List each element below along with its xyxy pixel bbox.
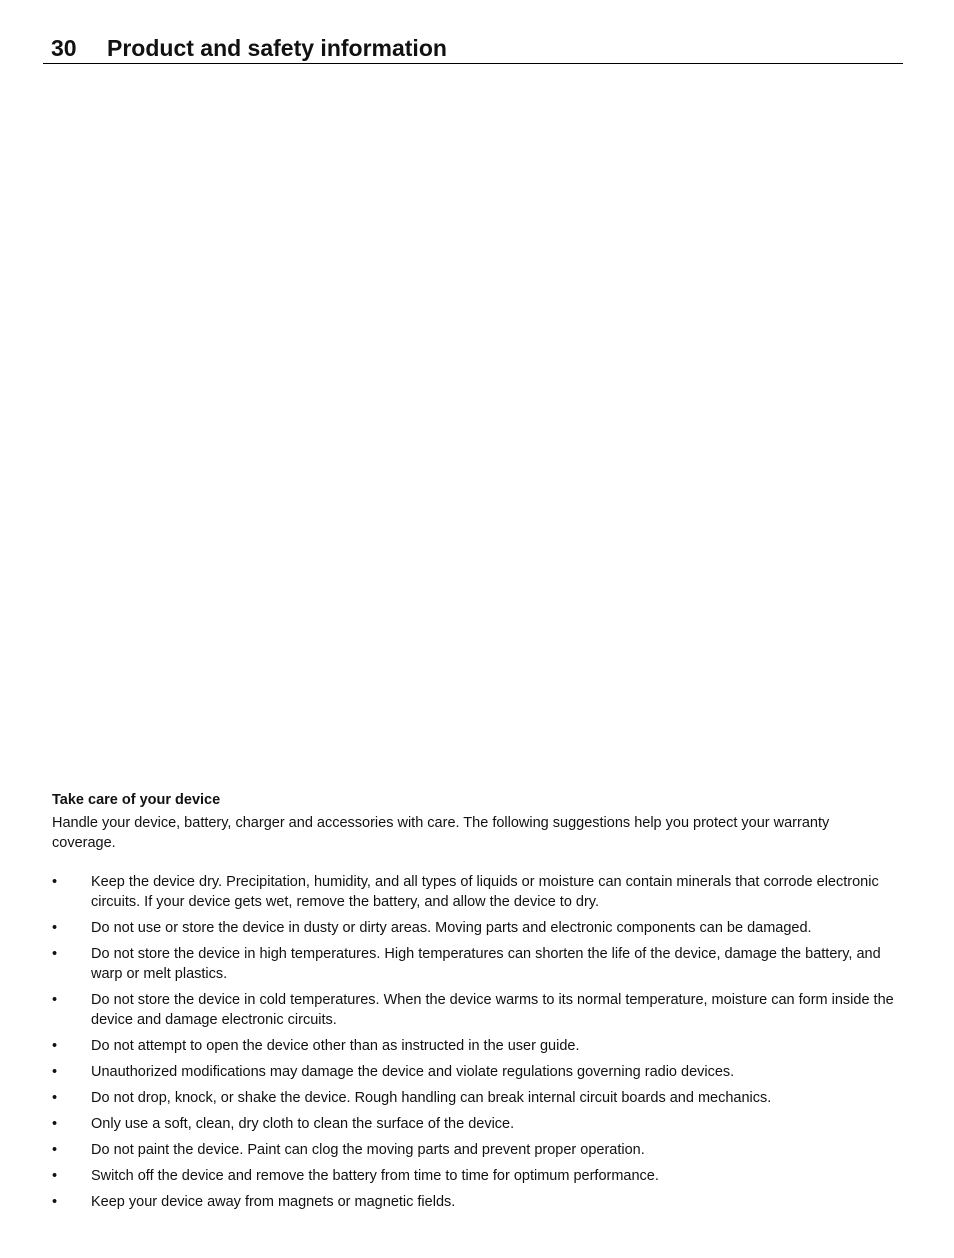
section-take-care — [52, 790, 902, 1218]
list-item — [52, 1166, 902, 1186]
bullet-mark: • — [52, 1038, 58, 1054]
list-item — [52, 1192, 902, 1212]
page-header — [43, 30, 903, 64]
bullet-mark: • — [52, 1142, 58, 1158]
list-item — [52, 1140, 902, 1160]
list-item-text: Keep your device away from magnets or magnetic fields. — [91, 1194, 456, 1210]
list-item-text: Do not attempt to open the device other than as instructed in the user guide. — [91, 1038, 580, 1054]
list-item — [52, 944, 902, 984]
list-item-text: Switch off the device and remove the battery from time to time for optimum performance. — [91, 1168, 659, 1184]
list-item-text: Do not store the device in cold temperatures. When the device warms to its normal temperature, moisture can form inside the device and damage electronic circuits. — [91, 992, 894, 1028]
list-item-text: Do not drop, knock, or shake the device. Rough handling can break internal circuit boards and mechanics. — [91, 1090, 772, 1106]
section-heading: Take care of your device — [52, 792, 221, 808]
list-item-text: Do not use or store the device in dusty or dirty areas. Moving parts and electronic components can be damaged. — [91, 920, 812, 936]
list-item — [52, 1062, 902, 1082]
page-number: 30 — [51, 35, 77, 61]
list-item — [52, 1088, 902, 1108]
bullet-mark: • — [52, 1090, 58, 1106]
bullet-mark: • — [52, 1116, 58, 1132]
page-title: Product and safety information — [107, 35, 447, 61]
bullet-mark: • — [52, 1064, 58, 1080]
section-intro: Handle your device, battery, charger and accessories with care. The following suggestions help you protect your warranty coverage. — [52, 815, 830, 851]
list-item — [52, 990, 902, 1030]
list-item — [52, 1114, 902, 1134]
bullet-mark: • — [52, 874, 58, 890]
list-item — [52, 872, 902, 912]
bullet-mark: • — [52, 992, 58, 1008]
bullet-mark: • — [52, 920, 58, 936]
list-item-text: Unauthorized modifications may damage the device and violate regulations governing radio devices. — [91, 1064, 735, 1080]
list-item — [52, 1036, 902, 1056]
list-item-text: Keep the device dry. Precipitation, humidity, and all types of liquids or moisture can contain minerals that corrode electronic circuits. If your device gets wet, remove the battery, and allow the device to dry. — [91, 874, 879, 910]
bullet-mark: • — [52, 946, 58, 962]
list-item-text: Do not paint the device. Paint can clog the moving parts and prevent proper operation. — [91, 1142, 645, 1158]
bullet-mark: • — [52, 1194, 58, 1210]
list-item — [52, 918, 902, 938]
bullet-list — [52, 872, 902, 1212]
list-item-text: Do not store the device in high temperatures. High temperatures can shorten the life of the device, damage the battery, and warp or melt plastics. — [91, 946, 881, 982]
list-item-text: Only use a soft, clean, dry cloth to clean the surface of the device. — [91, 1116, 515, 1132]
bullet-mark: • — [52, 1168, 58, 1184]
